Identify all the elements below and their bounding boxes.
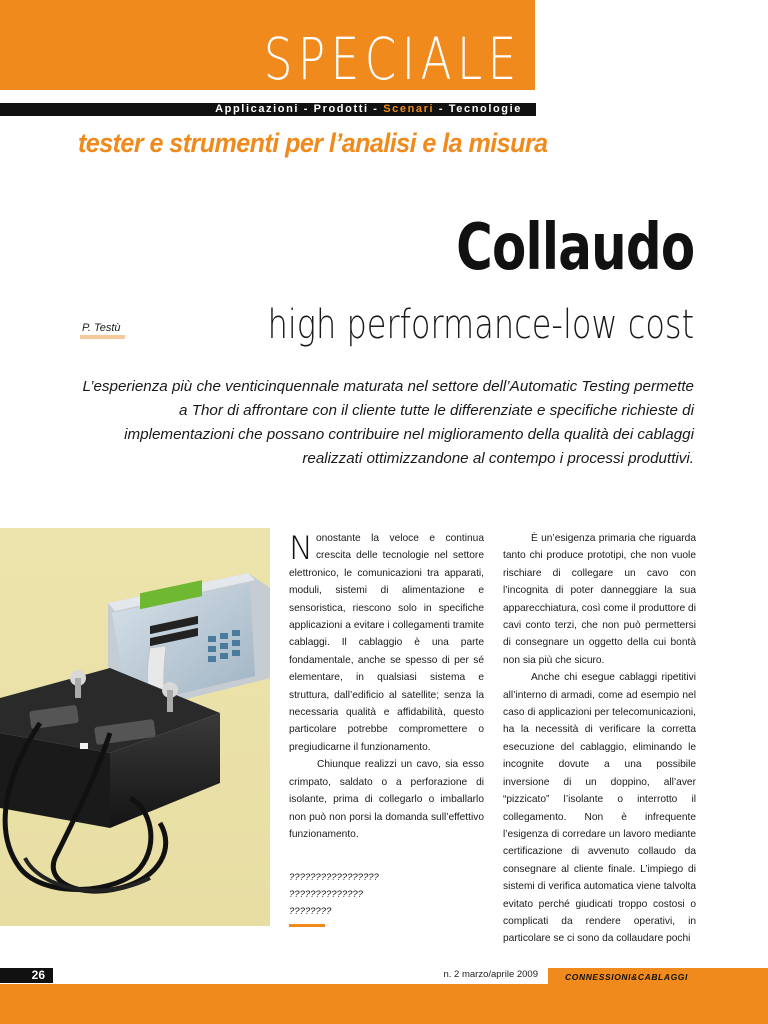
topics-bar bbox=[0, 103, 536, 116]
article-headline: Collaudo bbox=[455, 211, 694, 285]
topic-separator: - bbox=[368, 103, 384, 115]
article-column-1 bbox=[289, 530, 484, 927]
article-paragraph: Chiunque realizzi un cavo, sia esso crimpato, saldato o a perforazione di isolante, prima di collegarlo o imballarlo non può non porsi la domanda sull’effettivo funzionamento. bbox=[289, 759, 484, 840]
section-title: SPECIALE bbox=[264, 25, 522, 93]
product-photo bbox=[0, 528, 270, 926]
article-paragraph: È un’esigenza primaria che riguarda tanto chi produce prototipi, che non vuole rischiare di collegare un cavo con l’incognita di poter danneggiare la sua apparecchiatura, così come il produttore di cavi conto terzi, che non può permettersi di consegnare un oggetto della cui bontà non sia più che sicuro. bbox=[503, 533, 696, 666]
topic-separator: - bbox=[299, 103, 314, 115]
article-paragraph: Anche chi esegue cablaggi ripetitivi all’interno di armadi, come ad esempio nel caso di applicazioni per telecomunicazioni, ha la necessità di verificare la corretta esecuzione del cablaggio, eliminando le incognite dovute a una possibile inversione di un doppino, all’aver “pizzicato” l’isolante o interrotto il collegamento. Non è infrequente l’esigenza di corredare un lavoro mediante certificazione di avvenuto collaudo da consegnare al cliente finale. L’impiego di sistemi di verifica automatica viene talvolta evitato perché giudicati troppo costosi o complicati da rendere operativi, in particolare se ci sono da collaudare pochi bbox=[503, 672, 696, 945]
topic-scenari-active: Scenari bbox=[383, 103, 435, 115]
article-paragraph bbox=[289, 530, 484, 756]
article-deck: high performance-low cost bbox=[267, 302, 694, 348]
page-number: 26 bbox=[0, 968, 53, 983]
footer-orange-band bbox=[0, 984, 768, 1024]
placeholder-line: ?????????????? bbox=[289, 889, 363, 901]
topic-applicazioni: Applicazioni bbox=[215, 103, 300, 115]
article-intro: L’esperienza più che venticinquennale maturata nel settore dell’Automatic Testing permette a Thor di affrontare con il cliente tutte le differenziate e specifiche richieste di implementazioni che possano contribuire nel miglioramento della qualità dei cablaggi realizzati ottimizzandone al contempo i processi produttivi. bbox=[82, 378, 694, 467]
topic-separator: - bbox=[434, 103, 449, 115]
magazine-brand: CONNESSIONI&CABLAGGI bbox=[565, 972, 688, 982]
section-subtitle: tester e strumenti per l’analisi e la misura bbox=[78, 128, 548, 158]
issue-label: n. 2 marzo/aprile 2009 bbox=[443, 969, 538, 980]
placeholder-block bbox=[289, 869, 484, 920]
article-column-2 bbox=[503, 530, 696, 948]
paragraph-text: onostante la veloce e continua crescita delle tecnologie nel settore elettronico, le comunicazioni tra apparati, moduli, sistemi di alimentazione e sensoristica, riescono solo in specifiche applicazioni a evitare i collegamenti tramite cablaggi. Il cablaggio è una parte fondamentale, anche se spesso di per sé elementare, in qualsiasi sistema e struttura, dall’edificio al satellite; senza la necessaria qualità e affidabilità, questo particolare potrebbe compromettere o pregiudicarne il funzionamento. bbox=[289, 533, 484, 753]
placeholder-line: ???????? bbox=[289, 906, 332, 918]
topics-list bbox=[215, 103, 536, 116]
topic-prodotti: Prodotti bbox=[313, 103, 369, 115]
article-author: P. Testù bbox=[80, 322, 125, 339]
placeholder-line: ????????????????? bbox=[289, 872, 379, 884]
column-end-rule bbox=[289, 924, 325, 927]
topic-tecnologie: Tecnologie bbox=[448, 103, 522, 115]
drop-cap: N bbox=[289, 529, 313, 567]
